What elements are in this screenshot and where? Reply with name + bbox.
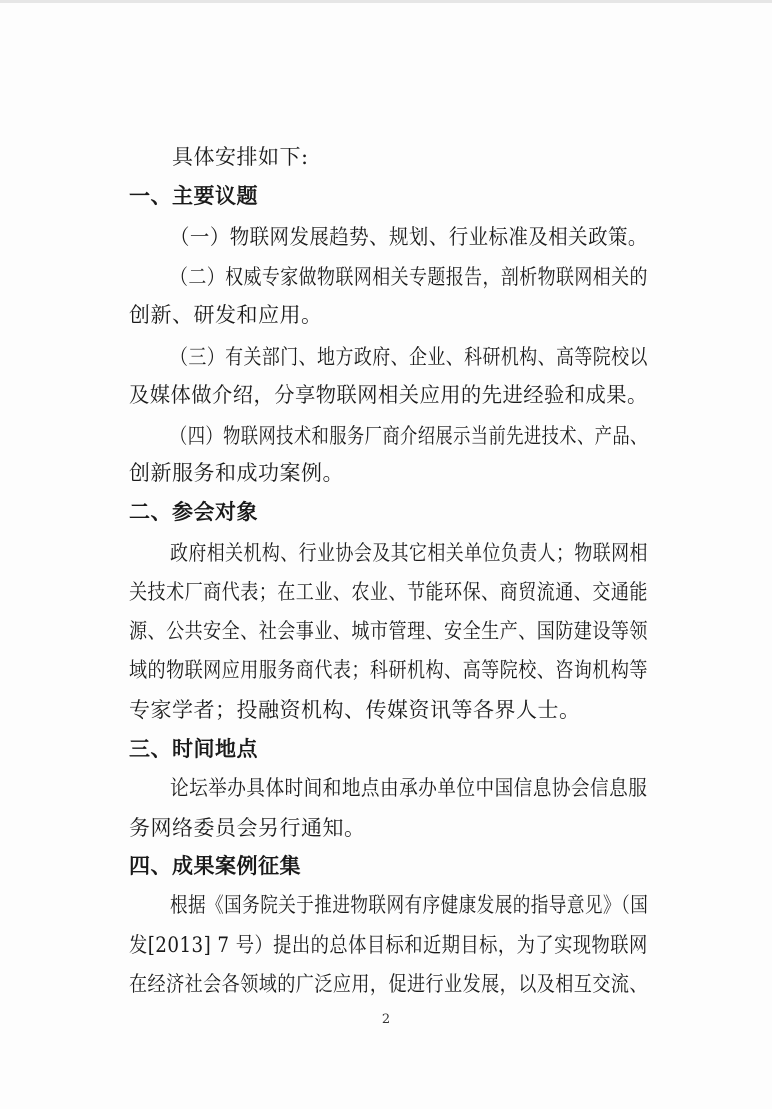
paragraph-line: 创新服务和成功案例。 bbox=[129, 461, 344, 485]
paragraph-line: 关技术厂商代表；在工业、农业、节能环保、商贸流通、交通能 bbox=[129, 580, 648, 604]
paragraph-line: 源、公共安全、社会事业、城市管理、安全生产、国防建设等领 bbox=[129, 619, 648, 643]
paragraph-line: 专家学者；投融资机构、传媒资讯等各界人士。 bbox=[129, 698, 581, 722]
paragraph-line: 论坛举办具体时间和地点由承办单位中国信息协会信息服 bbox=[170, 776, 648, 800]
scan-edge bbox=[0, 0, 772, 3]
paragraph-line: 政府相关机构、行业协会及其它相关单位负责人；物联网相 bbox=[170, 541, 648, 565]
section-heading-2: 二、参会对象 bbox=[129, 499, 258, 524]
paragraph-line: 创新、研发和应用。 bbox=[129, 303, 323, 327]
paragraph-line: 在经济社会各领域的广泛应用，促进行业发展，以及相互交流、 bbox=[129, 972, 648, 996]
paragraph-line: （四）物联网技术和服务厂商介绍展示当前先进技术、产品、 bbox=[170, 424, 648, 448]
paragraph-line: 域的物联网应用服务商代表；科研机构、高等院校、咨询机构等 bbox=[129, 658, 648, 682]
page-number: 2 bbox=[381, 1012, 391, 1027]
section-heading-4: 四、成果案例征集 bbox=[129, 853, 301, 878]
paragraph-line: （三）有关部门、地方政府、企业、科研机构、高等院校以 bbox=[170, 345, 648, 369]
section-heading-3: 三、时间地点 bbox=[129, 736, 258, 761]
intro-line: 具体安排如下: bbox=[172, 145, 309, 169]
section-heading-1: 一、主要议题 bbox=[129, 183, 258, 208]
paragraph-line: 发[2013] 7 号）提出的总体目标和近期目标，为了实现物联网 bbox=[129, 933, 648, 957]
paragraph-line: （二）权威专家做物联网相关专题报告，剖析物联网相关的 bbox=[170, 265, 648, 289]
paragraph-line: 根据《国务院关于推进物联网有序健康发展的指导意见》（国 bbox=[170, 893, 649, 917]
paragraph-line: 及媒体做介绍，分享物联网相关应用的先进经验和成果。 bbox=[129, 383, 648, 407]
paragraph-line: （一）物联网发展趋势、规划、行业标准及相关政策。 bbox=[170, 225, 648, 249]
paragraph-line: 务网络委员会另行通知。 bbox=[129, 816, 366, 840]
